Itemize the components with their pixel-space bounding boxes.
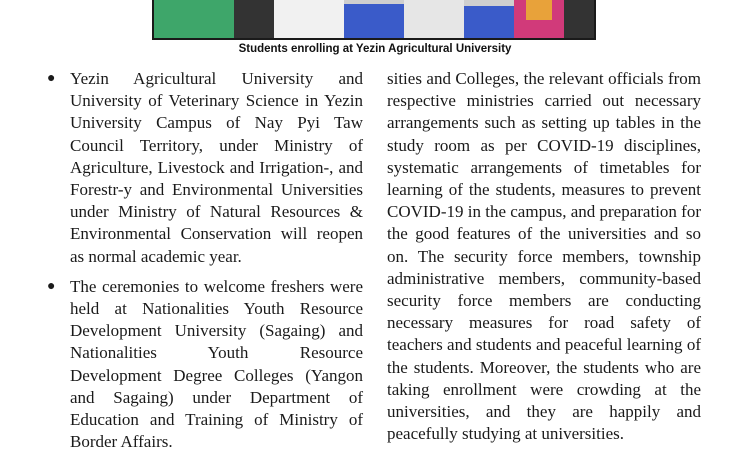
bullet-text: The ceremonies to welcome freshers were held at Nationalities Youth Resource Development University (Sagaing) and Nationalities Youth Resource Development Degree Colleges (Yangon and Sagaing) under Department of Education and Training of Ministry of Border Affairs.	[70, 276, 363, 452]
photo-illustration	[154, 0, 596, 40]
bullet-item	[45, 68, 363, 268]
bullet-text: Yezin Agricultural University and University of Veterinary Science in Yezin University Campus of Nay Pyi Taw Council Territory, under Ministry of Agriculture, Livestock and Irrigation-, and Forestr-y and Environmental Universities under Ministry of Natural Resources & Environmental Conservation will reopen as normal academic year.	[70, 69, 363, 266]
photo-blue-chair	[344, 4, 404, 40]
article-right-column	[387, 68, 701, 445]
article-left-column	[45, 68, 363, 461]
photo-person-green	[154, 0, 234, 40]
photo-caption: Students enrolling at Yezin Agricultural University	[238, 43, 512, 55]
bullet-list	[45, 68, 363, 453]
bullet-dot-icon: ●	[47, 278, 56, 294]
right-column-text: sities and Colleges, the relevant officials from respective ministries carried out necessary arrangements such as setting up tables in the study room as per COVID-19 disciplines, systematic arrangements of timetables for learning of the students, measures to prevent COVID-19 in the campus, and preparation for the good features of the universities and so on. The security force members, township administrative members, community-based security force members are conducting necessary measures for road safety of teachers and students and peaceful learning of the students. Moreover, the students who are taking enrollment were crowding at the universities, and they are happily and peacefully studying at universities.	[387, 69, 701, 444]
bullet-dot-icon: ●	[47, 71, 56, 86]
enrollment-photo	[152, 0, 596, 40]
bullet-item	[45, 276, 363, 454]
